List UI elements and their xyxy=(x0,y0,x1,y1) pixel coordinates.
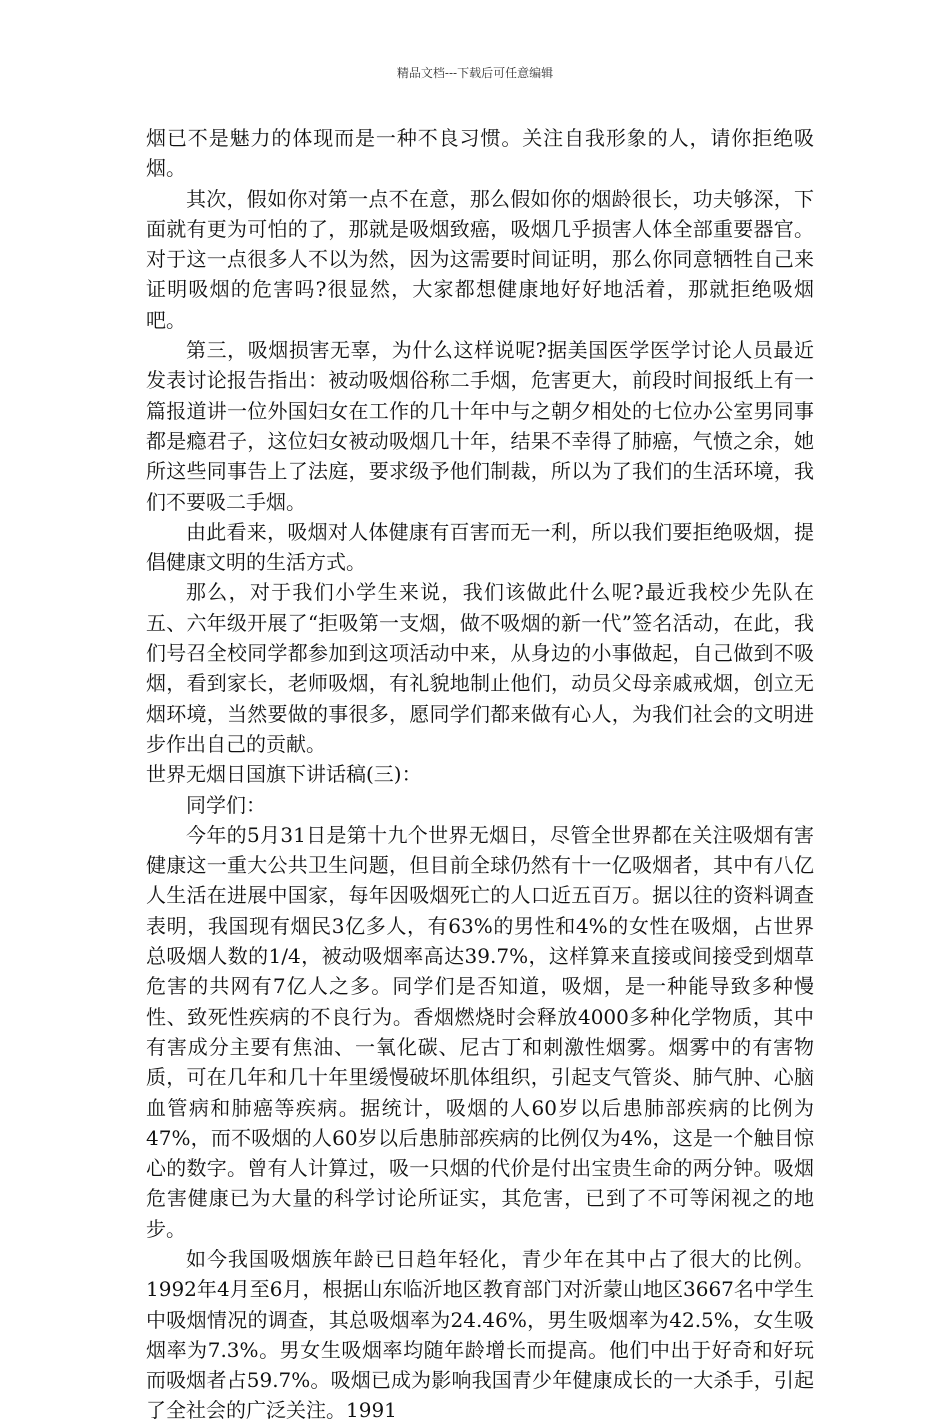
paragraph: 第三，吸烟损害无辜，为什么这样说呢?据美国医学医学讨论人员最近发表讨论报告指出：被动吸烟俗称二手烟，危害更大，前段时间报纸上有一篇报道讲一位外国妇女在工作的几十年中与之朝夕相处的七位办公室男同事都是瘾君子，这位妇女被动吸烟几十年，结果不幸得了肺癌，气愤之余，她所这些同事告上了法庭，要求级予他们制裁，所以为了我们的生活环境，我们不要吸二手烟。 xyxy=(146,338,814,514)
page-header: 精品文档---下载后可任意编辑 xyxy=(396,66,554,80)
section-heading: 世界无烟日国旗下讲话稿(三)： xyxy=(146,762,422,787)
paragraph: 其次，假如你对第一点不在意，那么假如你的烟龄很长，功夫够深，下面就有更为可怕的了，那就是吸烟致癌，吸烟几乎损害人体全部重要器官。对于这一点很多人不以为然，因为这需要时间证明，那么你同意牺牲自己来证明吸烟的危害吗?很显然，大家都想健康地好好地活着，那就拒绝吸烟吧。 xyxy=(146,186,814,332)
paragraph: 那么，对于我们小学生来说，我们该做此什么呢?最近我校少先队在五、六年级开展了“拒吸第一支烟，做不吸烟的新一代”签名活动，在此，我们号召全校同学都参加到这项活动中来，从身边的小事做起，自己做到不吸烟，看到家长，老师吸烟，有礼貌地制止他们，动员父母亲戚戒烟，创立无烟环境，当然要做的事很多，愿同学们都来做有心人，为我们社会的文明进步作出自己的贡献。 xyxy=(146,580,814,756)
salutation: 同学们： xyxy=(186,792,266,817)
document-body xyxy=(146,123,814,1426)
paragraph: 今年的5月31日是第十九个世界无烟日，尽管全世界都在关注吸烟有害健康这一重大公共卫生问题，但目前全球仍然有十一亿吸烟者，其中有八亿人生活在进展中国家，每年因吸烟死亡的人口近五百万。据以往的资料调查表明，我国现有烟民3亿多人，有63%的男性和4%的女性在吸烟，占世界总吸烟人数的1/4，被动吸烟率高达39.7%，这样算来直接或间接受到烟草危害的共网有7亿人之多。同学们是否知道，吸烟，是一种能导致多种慢性、致死性疾病的不良行为。香烟燃烧时会释放4000多种化学物质，其中有害成分主要有焦油、一氧化碳、尼古丁和刺激性烟雾。烟雾中的有害物质，可在几年和几十年里缓慢破坏肌体组织，引起支气管炎、肺气肿、心脑血管病和肺癌等疾病。据统计，吸烟的人60岁以后患肺部疾病的比例为47%，而不吸烟的人60岁以后患肺部疾病的比例仅为4%，这是一个触目惊心的数字。曾有人计算过，吸一只烟的代价是付出宝贵生命的两分钟。吸烟危害健康已为大量的科学讨论所证实，其危害，已到了不可等闲视之的地步。 xyxy=(146,822,814,1241)
paragraph: 烟已不是魅力的体现而是一种不良习惯。关注自我形象的人，请你拒绝吸烟。 xyxy=(146,126,814,181)
paragraph: 由此看来，吸烟对人体健康有百害而无一利，所以我们要拒绝吸烟，提倡健康文明的生活方式。 xyxy=(146,519,814,575)
paragraph: 如今我国吸烟族年龄已日趋年轻化，青少年在其中占了很大的比例。1992年4月至6月，根据山东临沂地区教育部门对沂蒙山地区3667名中学生中吸烟情况的调查，其总吸烟率为24.46%，男生吸烟率为42.5%，女生吸烟率为7.3%。男女生吸烟率均随年龄增长而提高。他们中出于好奇和好玩而吸烟者占59.7%。吸烟已成为影响我国青少年健康成长的一大杀手，引起了全社会的广泛关注。1991 xyxy=(146,1246,814,1423)
